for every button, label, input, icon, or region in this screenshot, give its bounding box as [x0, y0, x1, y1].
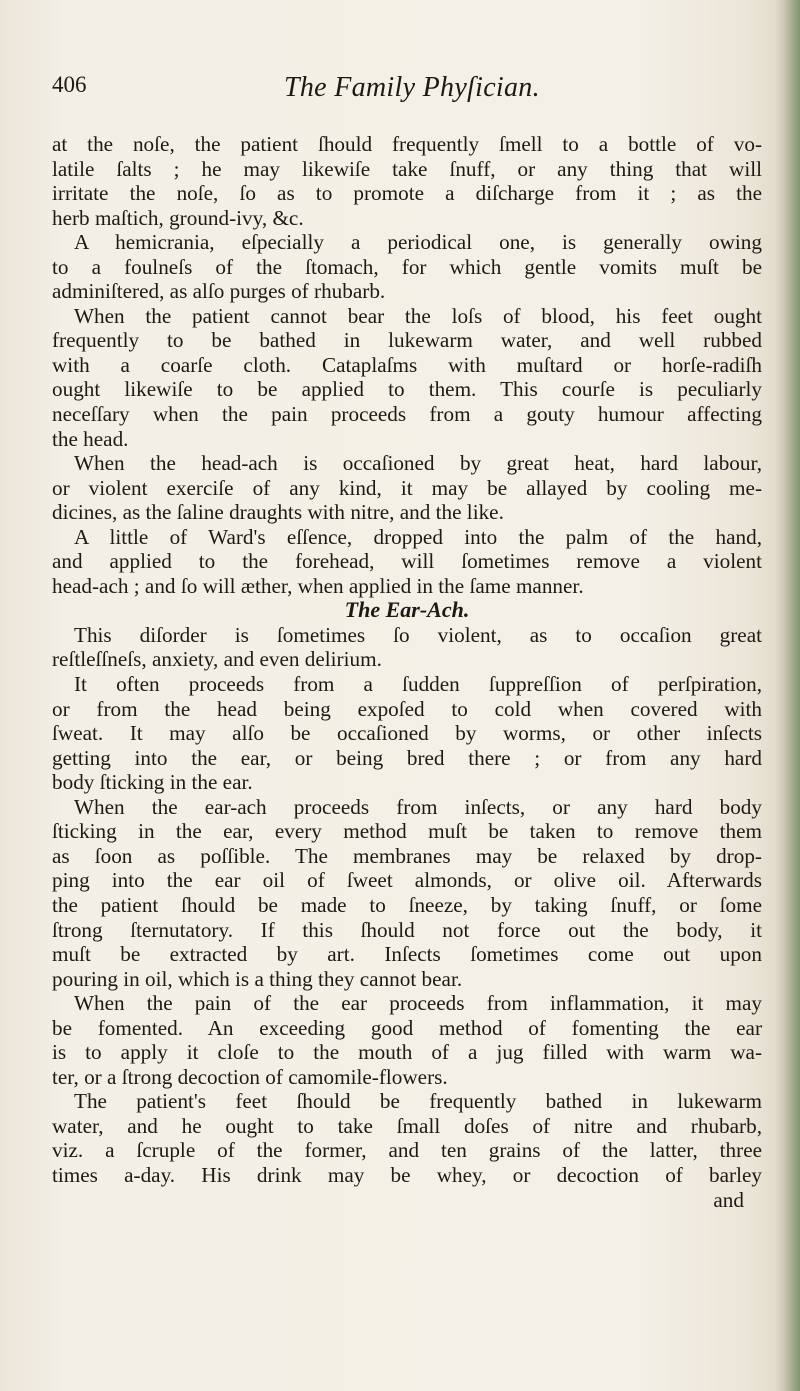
text-line: or from the head being expoſed to cold when covered with: [52, 696, 762, 721]
text-line: or violent exerciſe of any kind, it may be allayed by cooling me-: [52, 475, 762, 500]
text-line: It often proceeds from a ſudden ſuppreſſion of perſpiration,: [74, 672, 762, 697]
text-line: muſt be extracted by art. Inſects ſometimes come out upon: [52, 942, 762, 967]
text-line: reſtleſſneſs, anxiety, and even delirium.: [52, 647, 382, 672]
text-line: When the pain of the ear proceeds from inflammation, it may: [74, 991, 762, 1016]
text-line: to a foulneſs of the ſtomach, for which gentle vomits muſt be: [52, 254, 762, 279]
text-line: ping into the ear oil of ſweet almonds, or olive oil. Afterwards: [52, 868, 762, 893]
text-line: A little of Ward's eſſence, dropped into the palm of the hand,: [74, 524, 762, 549]
text-line: at the noſe, the patient ſhould frequently ſmell to a bottle of vo-: [52, 132, 762, 156]
text-line: A hemicrania, eſpecially a periodical one, is generally owing: [74, 230, 762, 255]
text-line: the patient ſhould be made to ſneeze, by taking ſnuff, or ſome: [52, 892, 762, 917]
text-line: When the head-ach is occaſioned by great heat, hard labour,: [74, 451, 762, 476]
body-text: [52, 132, 762, 1212]
page-header: [52, 72, 752, 108]
text-line: neceſſary when the pain proceeds from a gouty humour affecting: [52, 402, 762, 427]
text-line: the head.: [52, 426, 129, 451]
text-line: body ſticking in the ear.: [52, 770, 253, 795]
text-line: The patient's feet ſhould be frequently bathed in lukewarm: [74, 1089, 762, 1114]
text-line: with a coarſe cloth. Cataplaſms with muſtard or horſe-radiſh: [52, 352, 762, 377]
text-line: When the ear-ach proceeds from inſects, or any hard body: [74, 794, 762, 819]
text-line: adminiſtered, as alſo purges of rhubarb.: [52, 279, 386, 304]
page-edge: [774, 0, 800, 1391]
catchword: and: [713, 1187, 744, 1212]
text-line: This diſorder is ſometimes ſo violent, as to occaſion great: [74, 622, 762, 647]
text-line: pouring in oil, which is a thing they cannot bear.: [52, 966, 463, 991]
text-line: dicines, as the ſaline draughts with nitre, and the like.: [52, 500, 504, 525]
text-line: head-ach ; and ſo will æther, when applied in the ſame manner.: [52, 573, 584, 598]
text-line: and applied to the forehead, will ſometimes remove a violent: [52, 549, 762, 574]
text-line: When the patient cannot bear the loſs of blood, his feet ought: [74, 303, 762, 328]
text-line: times a-day. His drink may be whey, or decoction of barley: [52, 1162, 762, 1187]
text-line: ought likewiſe to be applied to them. This courſe is peculiarly: [52, 377, 762, 402]
text-line: ſtrong ſternutatory. If this ſhould not force out the body, it: [52, 917, 762, 942]
text-line: ter, or a ſtrong decoction of camomile-flowers.: [52, 1064, 448, 1089]
text-line: getting into the ear, or being bred there ; or from any hard: [52, 745, 762, 770]
text-line: water, and he ought to take ſmall doſes of nitre and rhubarb,: [52, 1113, 762, 1138]
page-number: 406: [52, 72, 87, 97]
text-line: latile ſalts ; he may likewiſe take ſnuff, or any thing that will: [52, 156, 762, 181]
section-heading: The Ear-Ach.: [344, 597, 470, 623]
text-line: be fomented. An exceeding good method of fomenting the ear: [52, 1015, 762, 1040]
text-line: irritate the noſe, ſo as to promote a diſcharge from it ; as the: [52, 181, 762, 206]
text-line: herb maſtich, ground-ivy, &c.: [52, 205, 304, 230]
text-line: ſticking in the ear, every method muſt be taken to remove them: [52, 819, 762, 844]
text-line: is to apply it cloſe to the mouth of a jug filled with warm wa-: [52, 1040, 762, 1065]
text-line: viz. a ſcruple of the former, and ten grains of the latter, three: [52, 1138, 762, 1163]
running-head: The Family Phyſician.: [284, 72, 540, 103]
text-line: ſweat. It may alſo be occaſioned by worms, or other inſects: [52, 721, 762, 746]
text-line: frequently to be bathed in lukewarm water, and well rubbed: [52, 328, 762, 353]
text-line: as ſoon as poſſible. The membranes may be relaxed by drop-: [52, 843, 762, 868]
